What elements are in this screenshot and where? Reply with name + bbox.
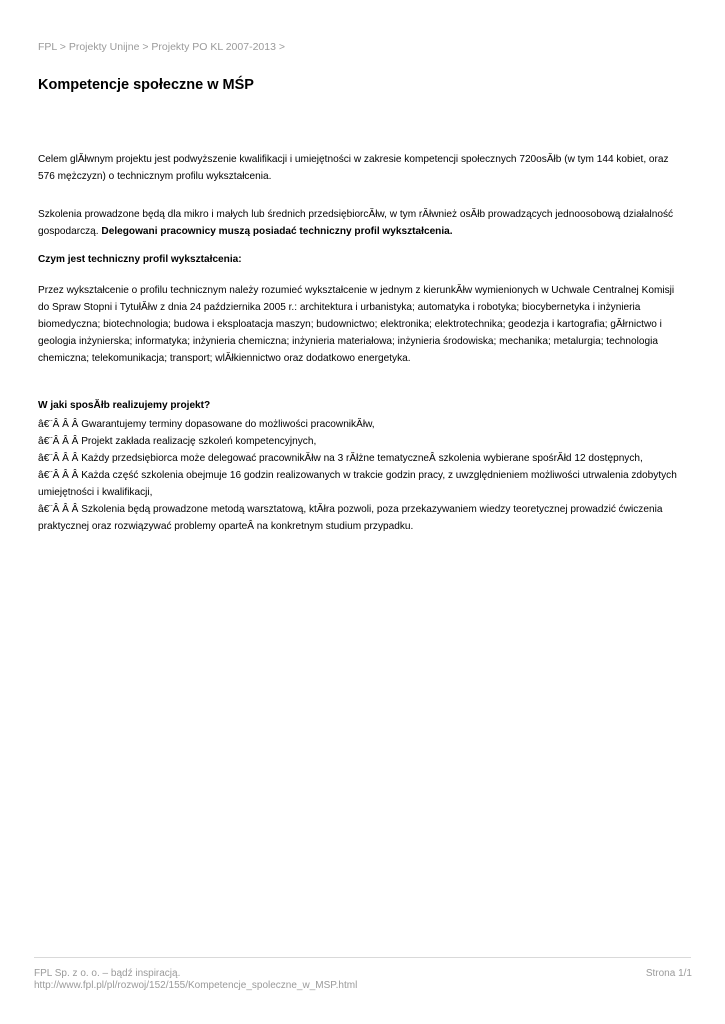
tech-profile-paragraph: Przez wykształcenie o profilu technicznym należy rozumieć wykształcenie w jednym z kierunkĂłw wymienionych w Uchwale Centralnej Komisji do Spraw Stopni i TytułĂłw z dnia 24 października 2005 r.: architektura i urbanistyka; automatyka i robotyka; biocybernetyka i inżynieria biomedyczna; biotechnologia; budowa i eksploatacja maszyn; budownictwo; elektronika; elektrotechnika; geodezja i kartografia; gĂłrnictwo i geologia inżynierska; informatyka; inżynieria chemiczna; inżynieria materiałowa; inżynieria środowiska; mechanika; metalurgia; technologia chemiczna; telekomunikacja; transport; wlĂłkiennictwo oraz dodatkowo energetyka. (38, 285, 675, 365)
tech-profile-heading: Czym jest techniczny profil wykształcenia: (38, 254, 242, 265)
audience-text: Szkolenia prowadzone będą dla mikro i małych lub średnich przedsiębiorcĂłw, w tym rĂłwnież osĂłb prowadzących jednoosobową działalność gospodarczą. (38, 209, 674, 238)
how-list (38, 416, 684, 535)
list-item: â€¨Â Â Â Każdy przedsiębiorca może delegować pracownikĂłw na 3 rĂłżne tematyczneÂ szkolenia wybierane spośrĂłd 12 dostępnych, (38, 453, 643, 464)
list-item: â€¨Â Â Â Gwarantujemy terminy dopasowane do możliwości pracownikĂłw, (38, 419, 375, 430)
page-number: Strona 1/1 (645, 968, 692, 979)
list-item: â€¨Â Â Â Każda część szkolenia obejmuje 16 godzin realizowanych w trakcie godzin pracy, z uwzględnieniem możliwości utrwalenia zdobytych umiejętności i kwalifikacji, (38, 470, 677, 498)
footer-company: FPL Sp. z o. o. – bądź inspiracją. (34, 968, 181, 979)
footer-url[interactable]: http://www.fpl.pl/pl/rozwoj/152/155/Kompetencje_spoleczne_w_MSP.html (34, 980, 358, 991)
footer-info (34, 968, 357, 992)
requirement-note: Delegowani pracownicy muszą posiadać techniczny profil wykształcenia. (101, 226, 453, 238)
list-item: â€¨Â Â Â Projekt zakłada realizację szkoleń kompetencyjnych, (38, 436, 317, 447)
audience-paragraph (38, 206, 684, 240)
footer-divider (34, 957, 691, 958)
page-title: Kompetencje społeczne w MŚP (38, 77, 254, 93)
how-heading: W jaki sposĂłb realizujemy projekt? (38, 400, 211, 411)
intro-paragraph: Celem glĂłwnym projektu jest podwyższenie kwalifikacji i umiejętności w zakresie kompetencji społecznych 720osĂłb (w tym 144 kobiet, oraz 576 mężczyzn) o technicznym profilu wykształcenia. (38, 154, 669, 183)
breadcrumb[interactable]: FPL > Projekty Unijne > Projekty PO KL 2007-2013 > (38, 41, 285, 53)
list-item: â€¨Â Â Â Szkolenia będą prowadzone metodą warsztatową, ktĂłra pozwoli, poza przekazywaniem wiedzy teoretycznej prowadzić ćwiczenia praktycznej oraz rozwiązywać problemy oparteÂ na konkretnym studium przypadku. (38, 504, 663, 532)
